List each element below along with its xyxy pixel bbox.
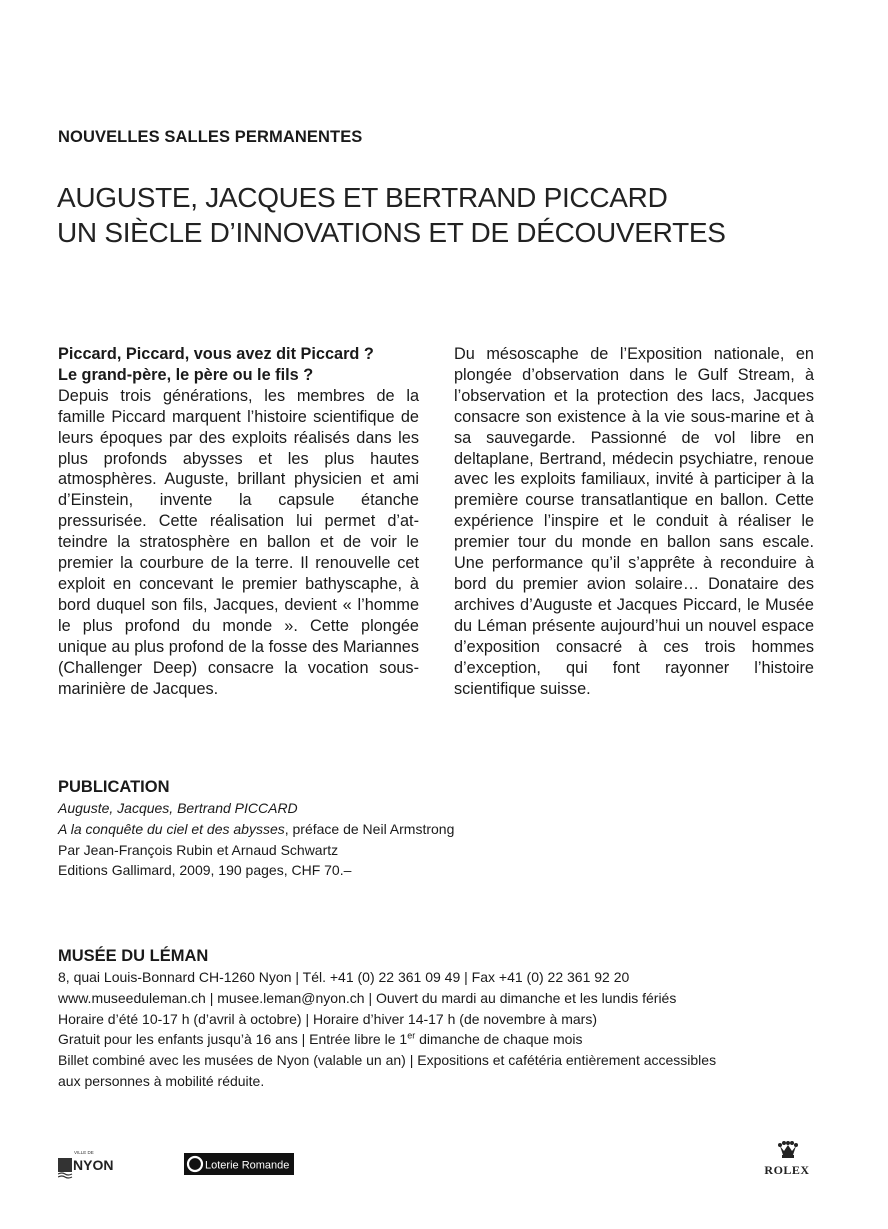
section-kicker: NOUVELLES SALLES PERMANENTES (58, 128, 363, 146)
book-edition: Editions Gallimard, 2009, 190 pages, CHF 70.– (58, 862, 352, 879)
publication-heading: PUBLICATION (58, 778, 170, 796)
museum-heading: MUSÉE DU LÉMAN (58, 947, 209, 965)
museum-info-section (58, 946, 716, 1092)
museum-combined-ticket: Billet combiné avec les musées de Nyon (valable un an) | Expositions et cafétéria entièrement accessibles (58, 1052, 717, 1069)
museum-admission: Gratuit pour les enfants jusqu’à 16 ans | Entrée libre le 1er dimanche de chaque mois (58, 1030, 583, 1048)
page-title (57, 180, 726, 250)
book-title: Auguste, Jacques, Bertrand PICCARD (58, 800, 298, 816)
crown-icon (778, 1141, 798, 1158)
rolex-label: ROLEX (764, 1163, 810, 1177)
museum-seasonal-hours: Horaire d’été 10-17 h (d’avril à octobre) | Horaire d’hiver 14-17 h (de novembre à mars) (58, 1010, 597, 1027)
nyon-label: NYON (73, 1157, 114, 1173)
title-line-1: AUGUSTE, JACQUES ET BERTRAND PICCARD (57, 182, 668, 213)
lead-question-1: Piccard, Piccard, vous avez dit Piccard ? (58, 345, 374, 363)
publication-section (58, 777, 454, 881)
book-authors: Par Jean-François Rubin et Arnaud Schwartz (58, 841, 339, 858)
article-body-right: Du mésoscaphe de l’Exposition nationale, en plongée d’observation dans le Gulf Stream, à l’observation et la protection des lacs, Jacques consacre son existence à la vie sous-marine et à sa sauvegarde. Passionné de vol libre en deltaplane, Bertrand, médecin psychiatre, renoue avec les exploits familiaux, invité à participer à la première course transatlantique en ballon. Cette expérience l’inspire et le conduit à réaliser le premier tour du monde en ballon sans escale. Une performance qu’il s’apprête à reconduire à bord du premier avion solaire… Donataire des archives d’Auguste et Jacques Piccard, le Musée du Léman présente aujourd’hui un nouvel espace d’exposition consacré à ces trois hommes d’exception, qui font rayonner l’histoire scientifique suisse. (454, 345, 814, 698)
article-column-left (58, 344, 419, 699)
nyon-small-label: VILLE DE (74, 1150, 94, 1155)
article-body-left: Depuis trois générations, les membres de la famille Piccard marquent l’histoire scientifique de leurs époques par des exploits réalisés dans les plus profonds abysses et les plus hautes atmosphères. Auguste, brillant physicien et ami d’Einstein, invente la capsule étanche pressurisée. Cette réalisation lui permet d’atteindre la stratosphère en ballon et de voir le premier la courbure de la terre. Il renouvelle cet exploit en concevant le premier bathyscaphe, à bord duquel son fils, Jacques, devient « l’homme le plus profond du monde ». Cette plongée unique au plus profond de la fosse des Mariannes (Challenger Deep) consacre la vocation sous-marinière de Jacques. (58, 386, 419, 698)
nyon-logo (58, 1148, 128, 1182)
article-column-right (454, 344, 814, 699)
rolex-logo (758, 1140, 816, 1178)
title-line-2: UN SIÈCLE D’INNOVATIONS ET DE DÉCOUVERTES (57, 217, 726, 248)
museum-accessibility: aux personnes à mobilité réduite. (58, 1072, 265, 1089)
lead-question-2: Le grand-père, le père ou le fils ? (58, 365, 314, 384)
museum-web-hours: www.museeduleman.ch | musee.leman@nyon.ch | Ouvert du mardi au dimanche et les lundis fériés (58, 989, 677, 1006)
loterie-romande-logo (184, 1153, 294, 1175)
book-preface: , préface de Neil Armstrong (284, 820, 455, 837)
loterie-label: Loterie Romande (205, 1159, 290, 1172)
museum-address: 8, quai Louis-Bonnard CH-1260 Nyon | Tél. +41 (0) 22 361 09 49 | Fax +41 (0) 22 361 92 20 (58, 969, 630, 985)
book-subtitle: A la conquête du ciel et des abysses (58, 820, 285, 837)
